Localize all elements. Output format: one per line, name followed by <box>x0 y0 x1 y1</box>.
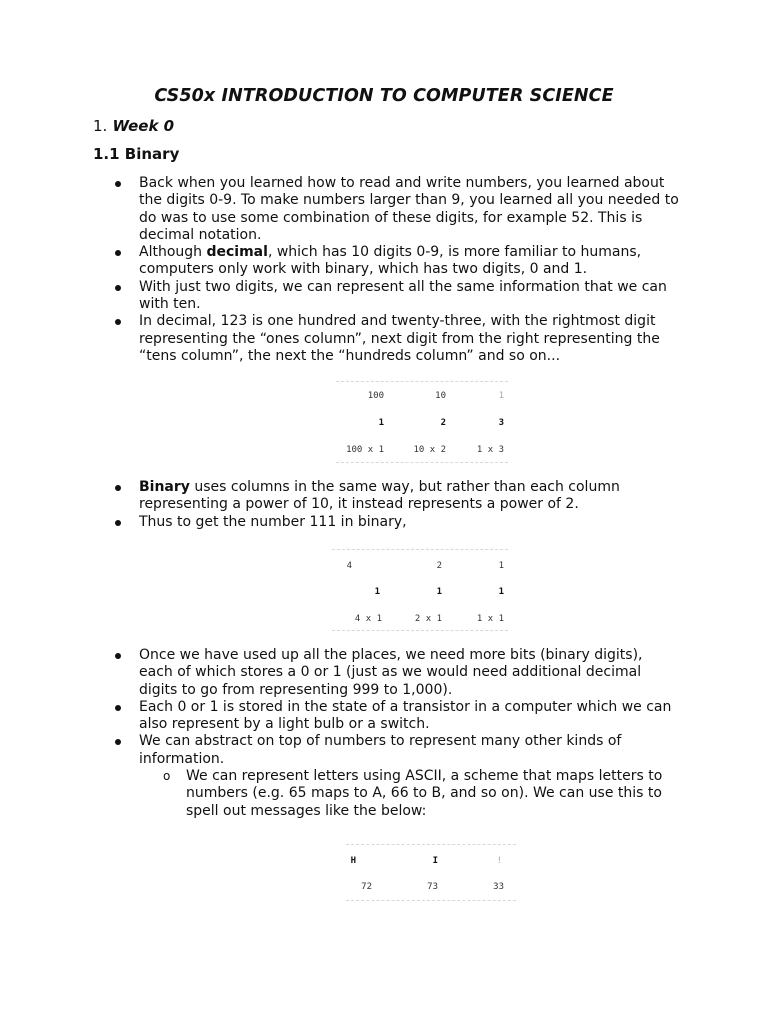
section-heading <box>93 117 174 135</box>
table-cell: 10 x 2 <box>413 445 446 455</box>
decimal-columns-table <box>336 381 508 465</box>
table-cell: 2 <box>436 561 442 571</box>
list-item: Thus to get the number 111 in binary, <box>0 514 679 531</box>
bullet-icon <box>115 285 121 291</box>
table-cell: 1 <box>378 418 384 428</box>
table-cell: 4 <box>346 561 352 571</box>
bullet-icon <box>115 485 121 491</box>
bullet-icon <box>115 705 121 711</box>
table-cell: 73 <box>427 882 438 892</box>
bullet-list-binary <box>0 479 679 531</box>
list-item: In decimal, 123 is one hundred and twenty-three, with the rightmost digit representing the “ones column”, next digit from the right representing the “tens column”, the next the “hundreds column” and so on... <box>0 313 679 365</box>
table-cell: ! <box>496 856 502 866</box>
table-cell: 10 <box>435 391 446 401</box>
table-cell: 1 <box>498 561 504 571</box>
sub-list-item: o We can represent letters using ASCII, a scheme that maps letters to numbers (e.g. 65 maps to A, 66 to B, and so on). We can use this to spell out messages like the below: <box>163 768 663 819</box>
list-item: We can abstract on top of numbers to represent many other kinds of information. o We can represent letters using ASCII, a scheme that maps letters to numbers (e.g. 65 maps to A, 66 to B, and so on). We can use this to spell out messages like the below: <box>0 733 679 819</box>
section-number: 1. <box>93 117 108 135</box>
table-cell: H <box>350 856 356 866</box>
table-cell: I <box>432 856 438 866</box>
binary-columns-table <box>332 549 508 633</box>
list-item: Although decimal, which has 10 digits 0-9, is more familiar to humans, computers only work with binary, which has two digits, 0 and 1. <box>0 244 679 279</box>
subsection-heading: 1.1 Binary <box>93 145 180 163</box>
bullet-icon <box>115 520 121 526</box>
table-cell: 3 <box>498 418 504 428</box>
list-item: With just two digits, we can represent all the same information that we can with ten. <box>0 279 679 314</box>
table-cell: 1 <box>498 391 504 401</box>
table-cell: 4 x 1 <box>354 614 382 624</box>
table-cell: 2 x 1 <box>414 614 442 624</box>
list-item: Once we have used up all the places, we need more bits (binary digits), each of which stores a 0 or 1 (just as we would need additional decimal digits to go from representing 999 to 1,000). <box>0 647 679 699</box>
bullet-icon <box>115 319 121 325</box>
bullet-icon <box>115 250 121 256</box>
document-title: CS50x INTRODUCTION TO COMPUTER SCIENCE <box>154 86 614 106</box>
table-cell: 33 <box>493 882 504 892</box>
bullet-icon <box>115 739 121 745</box>
list-item: Each 0 or 1 is stored in the state of a transistor in a computer which we can also represent by a light bulb or a switch. <box>0 699 679 734</box>
bullet-list-intro <box>0 175 679 365</box>
list-item: Back when you learned how to read and write numbers, you learned about the digits 0-9. To make numbers larger than 9, you learned all you needed to do was to use some combination of these digits, for example 52. This is decimal notation. <box>0 175 679 244</box>
hollow-bullet-icon: o <box>163 769 171 784</box>
bullet-icon <box>115 653 121 659</box>
table-cell: 72 <box>361 882 372 892</box>
table-cell: 100 x 1 <box>346 445 384 455</box>
table-cell: 100 <box>367 391 384 401</box>
sub-bullet-list <box>139 768 679 820</box>
table-cell: 2 <box>440 418 446 428</box>
table-cell: 1 <box>374 587 380 597</box>
table-cell: 1 x 1 <box>476 614 504 624</box>
section-title: Week 0 <box>112 117 175 135</box>
bullet-icon <box>115 181 121 187</box>
table-cell: 1 <box>436 587 442 597</box>
bullet-list-bits <box>0 647 679 820</box>
table-cell: 1 x 3 <box>476 445 504 455</box>
table-cell: 1 <box>498 587 504 597</box>
ascii-table <box>346 844 516 902</box>
list-item: Binary uses columns in the same way, but rather than each column representing a power of 10, it instead represents a power of 2. <box>0 479 679 514</box>
